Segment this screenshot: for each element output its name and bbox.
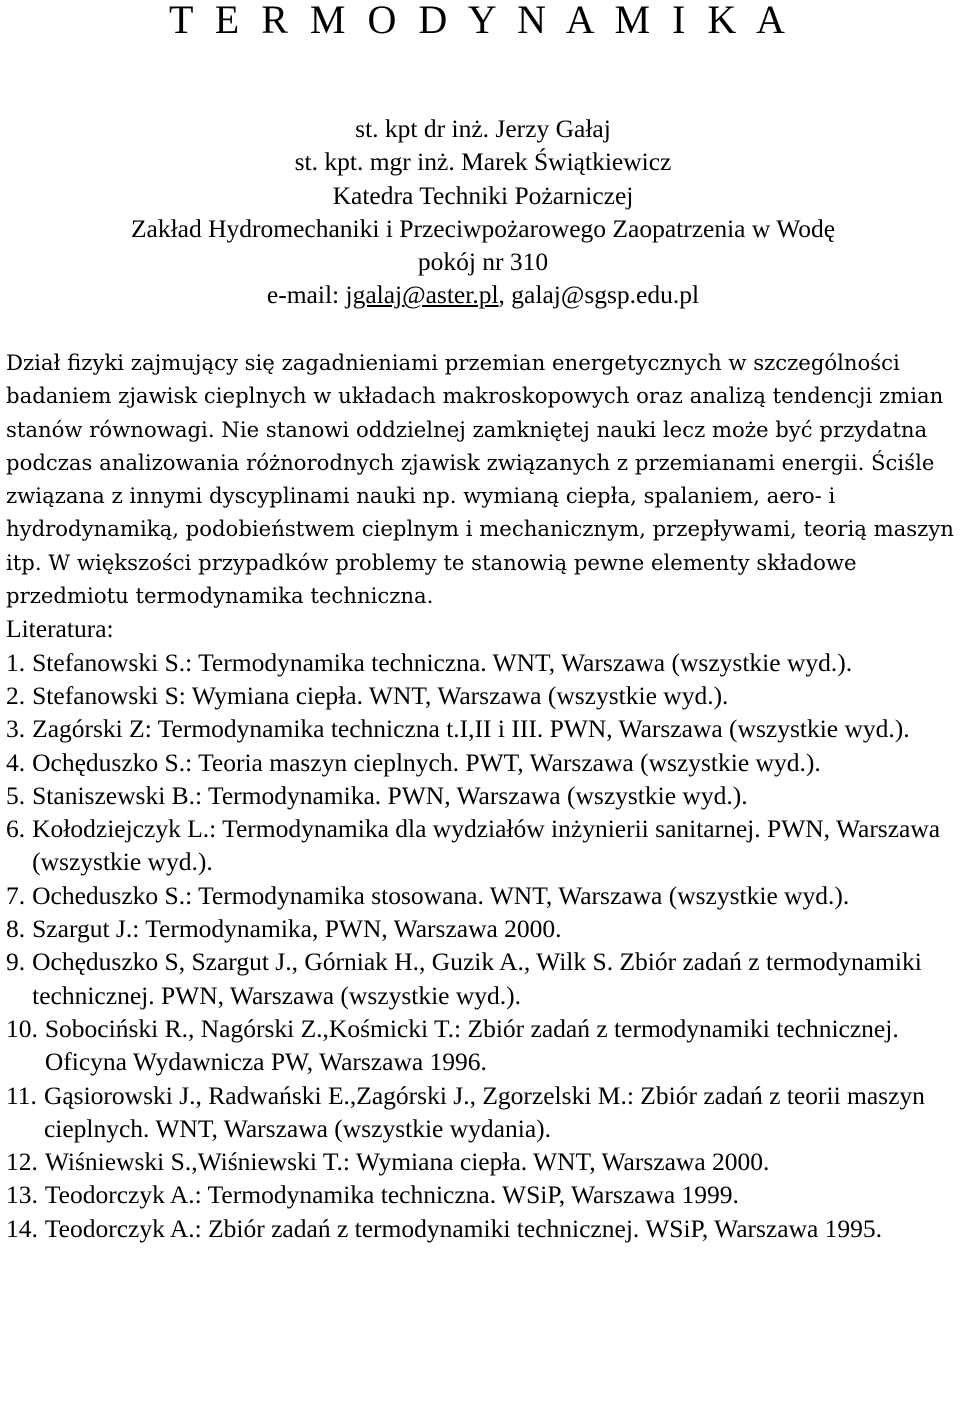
literature-item-number: 3.	[6, 714, 26, 744]
literature-item-text: Teodorczyk A.: Zbiór zadań z termodynamiki technicznej. WSiP, Warszawa 1995.	[44, 1213, 883, 1243]
literature-item	[6, 746, 956, 779]
literature-item	[6, 879, 956, 912]
literature-item-text: Teodorczyk A.: Termodynamika techniczna. WSiP, Warszawa 1999.	[44, 1180, 739, 1210]
literature-item-number: 10.	[6, 1013, 38, 1043]
email-line	[0, 278, 960, 311]
literature-item	[6, 812, 956, 879]
literature-item-text: Sobociński R., Nagórski Z.,Kośmicki T.: Zbiór zadań z termodynamiki technicznej. Oficyna Wydawnicza PW, Warszawa 1996.	[44, 1013, 899, 1077]
literature-list	[6, 646, 956, 1245]
literature-item	[6, 646, 956, 679]
email-label: e-mail:	[266, 280, 346, 310]
literature-item	[6, 1178, 956, 1211]
literature-item	[6, 1012, 956, 1079]
literature-item-number: 9.	[6, 947, 26, 977]
literature-heading: Literatura:	[6, 614, 114, 644]
literature-item-number: 8.	[6, 914, 26, 944]
literature-item-number: 7.	[6, 880, 26, 910]
author-block	[0, 112, 960, 312]
email-link[interactable]: jgalaj@aster.pl	[345, 280, 499, 310]
literature-item-text: Ochęduszko S, Szargut J., Górniak H., Guzik A., Wilk S. Zbiór zadań z termodynamiki technicznej. PWN, Warszawa (wszystkie wyd.).	[32, 947, 922, 1010]
literature-item-text: Stefanowski S.: Termodynamika techniczna. WNT, Warszawa (wszystkie wyd.).	[32, 647, 853, 677]
literature-item-text: Kołodziejczyk L.: Termodynamika dla wydziałów inżynierii sanitarnej. PWN, Warszawa (wszystkie wyd.).	[32, 814, 941, 877]
literature-item-number: 14.	[6, 1213, 38, 1243]
literature-item-text: Staniszewski B.: Termodynamika. PWN, Warszawa (wszystkie wyd.).	[32, 780, 748, 810]
document-title: T E R M O D Y N A M I K A	[169, 0, 791, 42]
literature-item-number: 6.	[6, 814, 26, 844]
literature-item	[6, 1212, 956, 1245]
literature-item	[6, 912, 956, 945]
email-secondary: galaj@sgsp.edu.pl	[511, 280, 700, 310]
affiliation-line: Katedra Techniki Pożarniczej	[332, 180, 634, 210]
literature-item-number: 11.	[6, 1080, 37, 1110]
description-paragraph: Dział fizyki zajmujący się zagadnieniami przemian energetycznych w szczególności badaniem zjawisk cieplnych w układach makroskopowych oraz analizą tendencji zmian stanów równowagi. Nie stanowi oddzielnej zamkniętej nauki lecz może być przydatna podczas analizowania różnorodnych zjawisk związanych z przemianami energii. Ściśle związana z innymi dyscyplinami nauki np. wymianą ciepła, spalaniem, aero- i hydrodynamiką, podobieństwem cieplnym i mechanicznym, przepływami, teorią maszyn itp. W większości przypadków problemy te stanowią pewne elementy składowe przedmiotu termodynamika techniczna.	[6, 350, 954, 609]
literature-item-text: Gąsiorowski J., Radwański E.,Zagórski J., Zgorzelski M.: Zbiór zadań z teorii maszyn cieplnych. WNT, Warszawa (wszystkie wydania).	[43, 1080, 925, 1143]
literature-item	[6, 1079, 956, 1146]
literature-item-text: Stefanowski S: Wymiana ciepła. WNT, Warszawa (wszystkie wyd.).	[32, 680, 729, 710]
literature-item-number: 12.	[6, 1147, 38, 1177]
literature-item	[6, 679, 956, 712]
affiliation-line: Zakład Hydromechaniki i Przeciwpożarowego Zaopatrzenia w Wodę	[130, 213, 836, 243]
literature-item	[6, 779, 956, 812]
literature-item	[6, 945, 956, 1012]
literature-item-number: 5.	[6, 780, 26, 810]
literature-item-text: Ochęduszko S.: Teoria maszyn cieplnych. PWT, Warszawa (wszystkie wyd.).	[32, 747, 821, 777]
literature-item	[6, 1145, 956, 1178]
email-separator: ,	[498, 280, 512, 310]
literature-item-number: 2.	[6, 680, 26, 710]
room-line: pokój nr 310	[417, 247, 549, 277]
literature-item	[6, 712, 956, 745]
literature-item-text: Ocheduszko S.: Termodynamika stosowana. WNT, Warszawa (wszystkie wyd.).	[32, 880, 850, 910]
literature-item-number: 1.	[6, 647, 26, 677]
literature-item-number: 4.	[6, 747, 26, 777]
literature-item-text: Szargut J.: Termodynamika, PWN, Warszawa 2000.	[32, 914, 562, 944]
author-line: st. kpt. mgr inż. Marek Świątkiewicz	[294, 147, 672, 177]
main-content	[6, 346, 956, 1245]
literature-item-text: Zagórski Z: Termodynamika techniczna t.I,II i III. PWN, Warszawa (wszystkie wyd.).	[32, 714, 910, 744]
literature-item-text: Wiśniewski S.,Wiśniewski T.: Wymiana ciepła. WNT, Warszawa 2000.	[44, 1147, 770, 1177]
author-line: st. kpt dr inż. Jerzy Gałaj	[355, 114, 611, 143]
literature-item-number: 13.	[6, 1180, 38, 1210]
